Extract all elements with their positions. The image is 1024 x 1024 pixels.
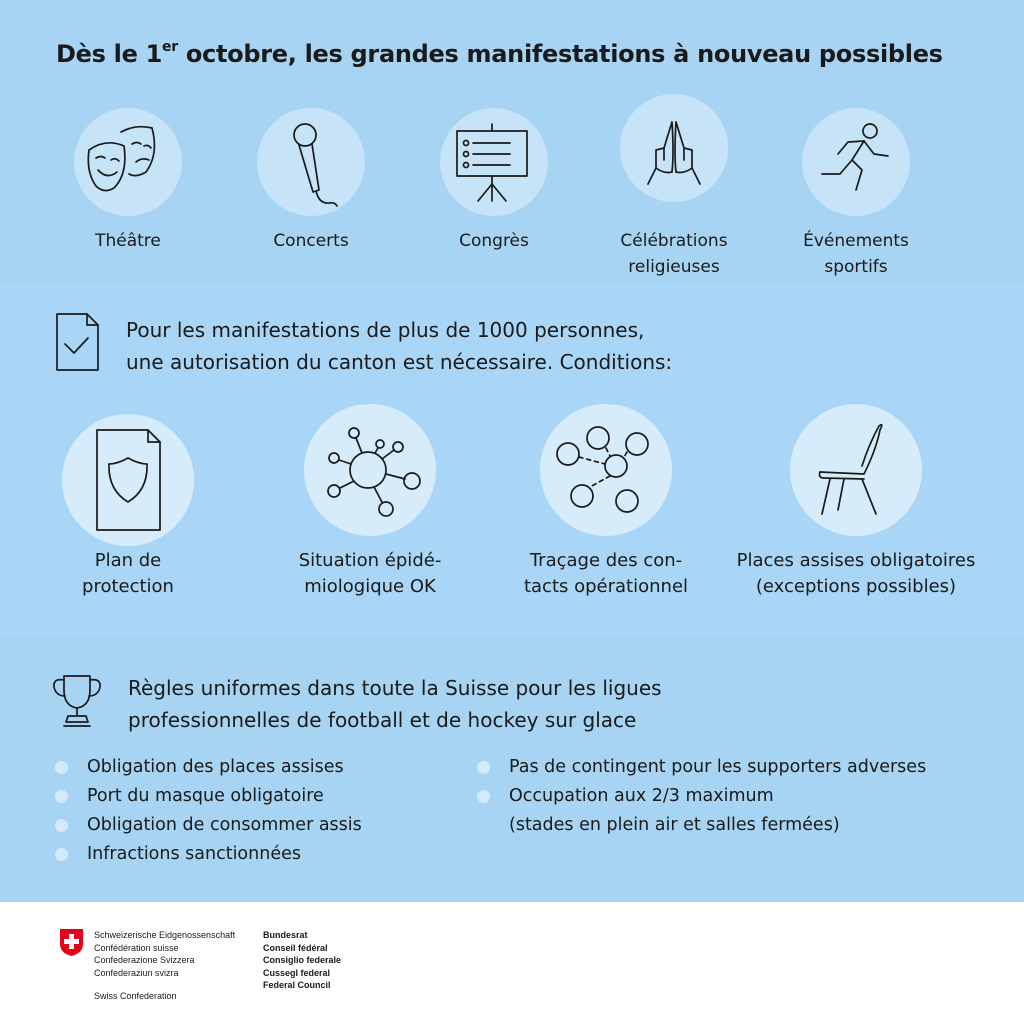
shield-document-icon — [62, 414, 194, 546]
list-item-continuation: (stades en plein air et salles fermées) — [509, 815, 840, 835]
bullet-dot — [477, 761, 490, 774]
list-item: Port du masque obligatoire — [55, 782, 362, 811]
contact-network-icon — [540, 404, 672, 536]
event-label-celebrations: Célébrations religieuses — [620, 231, 728, 277]
event-label-theatre: Théâtre — [95, 231, 161, 251]
page-title: Dès le 1er octobre, les grandes manifestations à nouveau possibles — [56, 39, 943, 68]
virus-icon — [304, 404, 436, 536]
microphone-icon — [257, 108, 365, 216]
condition-label-epidemiology: Situation épidé- miologique OK — [298, 550, 442, 597]
checked-document-icon — [55, 312, 101, 372]
event-label-concerts: Concerts — [273, 231, 349, 251]
trophy-icon — [50, 672, 104, 730]
bullet-dot — [55, 848, 68, 861]
federal-council-names: Bundesrat Conseil fédéral Consiglio federale Cussegl federal Federal Council — [263, 930, 342, 990]
list-item: Pas de contingent pour les supporters adverses — [477, 753, 926, 782]
bullet-dot — [55, 819, 68, 832]
event-label-sportifs: Événements sportifs — [803, 231, 909, 277]
theatre-masks-icon — [74, 108, 182, 216]
running-person-icon — [802, 108, 910, 216]
event-label-congres: Congrès — [459, 231, 529, 251]
praying-hands-icon — [620, 94, 728, 202]
leagues-headline: Règles uniformes dans toute la Suisse pour les ligues professionnelles de football et de hockey sur glace — [128, 676, 662, 732]
bullet-dot — [55, 790, 68, 803]
bullet-dot — [477, 790, 490, 803]
swiss-cross-icon — [59, 928, 84, 957]
condition-label-protection: Plan de protection — [82, 550, 174, 597]
list-item: Obligation des places assises — [55, 753, 362, 782]
authorization-headline: Pour les manifestations de plus de 1000 personnes, une autorisation du canton est nécessaire. Conditions: — [126, 318, 673, 374]
condition-label-tracing: Traçage des con- tacts opérationnel — [523, 550, 689, 597]
list-item: Obligation de consommer assis — [55, 811, 362, 840]
swiss-confederation-label: Swiss Confederation — [94, 991, 177, 1001]
league-rules-left — [55, 753, 362, 869]
list-item: Occupation aux 2/3 maximum — [477, 782, 926, 811]
condition-label-seating: Places assises obligatoires (exceptions possibles) — [736, 550, 976, 597]
bullet-dot — [55, 761, 68, 774]
chair-icon — [790, 404, 922, 536]
presentation-board-icon — [440, 108, 548, 216]
league-rules-right — [477, 753, 926, 840]
list-item: Infractions sanctionnées — [55, 840, 362, 869]
federation-names: Schweizerische Eidgenossenschaft Confédération suisse Confederazione Svizzera Confederaziun svizra — [94, 930, 236, 978]
